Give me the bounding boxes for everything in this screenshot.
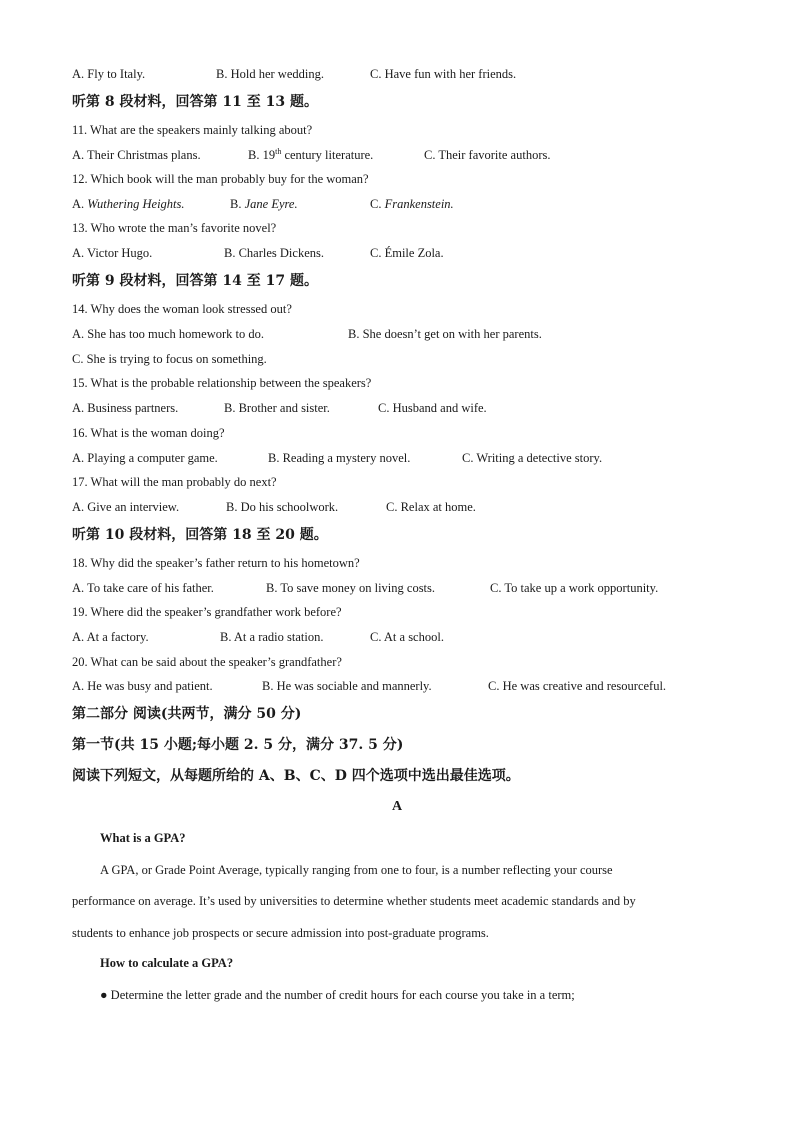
q15-option-b: B. Brother and sister. [224,401,330,415]
q18-option-c: C. To take up a work opportunity. [490,581,659,595]
q14-option-b: B. She doesn’t get on with her parents. [348,327,542,341]
q16-option-c: C. Writing a detective story. [462,451,603,465]
reading-instructions: 阅读下列短文，从每题所给的 A、B、C、D 四个选项中选出最佳选项。 [72,768,520,784]
q20-option-a: A. He was busy and patient. [72,679,213,693]
q19-stem: 19. Where did the speaker’s grandfather work before? [72,605,342,619]
heading-what-is-gpa: What is a GPA? [100,831,186,845]
q12-option-c [370,196,454,212]
q13-option-a: A. Victor Hugo. [72,246,153,260]
q12-option-c-title: Frankenstein. [384,197,454,211]
q12-option-b [230,196,298,212]
q11-option-b-suffix: century literature. [281,148,374,162]
q14-option-c: C. She is trying to focus on something. [72,352,267,366]
q12-option-c-prefix: C. [370,197,385,211]
q12-option-a-prefix: A. [72,197,88,211]
section9-header: 听第 9 段材料，回答第 14 至 17 题。 [72,273,318,289]
q12-option-b-prefix: B. [230,197,245,211]
q12-option-a-title: Wuthering Heights. [87,197,185,211]
q10-option-c: C. Have fun with her friends. [370,67,517,81]
para1-line2: performance on average. It’s used by universities to determine whether students meet academic standards and by [72,894,636,908]
q17-option-b: B. Do his schoolwork. [226,500,339,514]
bullet-item: ● Determine the letter grade and the number of credit hours for each course you take in a term; [100,988,575,1002]
q13-stem: 13. Who wrote the man’s favorite novel? [72,221,277,235]
q11-stem: 11. What are the speakers mainly talking about? [72,123,313,137]
q12-option-b-title: Jane Eyre. [244,197,298,211]
section8-header: 听第 8 段材料，回答第 11 至 13 题。 [72,94,318,110]
q14-stem: 14. Why does the woman look stressed out? [72,302,292,316]
para1-line1: A GPA, or Grade Point Average, typically ranging from one to four, is a number reflecting your course [100,863,613,877]
q15-option-c: C. Husband and wife. [378,401,487,415]
q18-option-a: A. To take care of his father. [72,581,214,595]
q10-option-a: A. Fly to Italy. [72,67,146,81]
q13-option-b: B. Charles Dickens. [224,246,324,260]
q11-option-b-sup: th [275,146,282,156]
q14-option-a: A. She has too much homework to do. [72,327,264,341]
q20-stem: 20. What can be said about the speaker’s grandfather? [72,655,342,669]
q11-option-c: C. Their favorite authors. [424,148,551,162]
heading-how-to-calculate: How to calculate a GPA? [100,956,234,970]
q15-option-a: A. Business partners. [72,401,179,415]
q18-option-b: B. To save money on living costs. [266,581,436,595]
q10-option-b: B. Hold her wedding. [216,67,324,81]
q16-option-b: B. Reading a mystery novel. [268,451,411,465]
q13-option-c: C. Émile Zola. [370,246,444,260]
q15-stem: 15. What is the probable relationship between the speakers? [72,376,372,390]
q17-stem: 17. What will the man probably do next? [72,475,277,489]
passage-letter: A [391,799,403,814]
q17-option-a: A. Give an interview. [72,500,180,514]
section1-header: 第一节(共 15 小题;每小题 2. 5 分，满分 37. 5 分) [72,737,404,753]
q18-stem: 18. Why did the speaker’s father return to his hometown? [72,556,360,570]
q19-option-c: C. At a school. [370,630,444,644]
q11-option-b [248,147,373,163]
q11-option-a: A. Their Christmas plans. [72,148,201,162]
q20-option-b: B. He was sociable and mannerly. [262,679,432,693]
q16-option-a: A. Playing a computer game. [72,451,218,465]
q20-option-c: C. He was creative and resourceful. [488,679,667,693]
q12-option-a [72,196,185,212]
part2-header: 第二部分 阅读(共两节，满分 50 分) [72,706,302,722]
section10-header: 听第 10 段材料，回答第 18 至 20 题。 [72,527,328,543]
q12-stem: 12. Which book will the man probably buy for the woman? [72,172,369,186]
q19-option-a: A. At a factory. [72,630,149,644]
q19-option-b: B. At a radio station. [220,630,324,644]
q17-option-c: C. Relax at home. [386,500,476,514]
q11-option-b-prefix: B. 19 [248,148,276,162]
para1-line3: students to enhance job prospects or secure admission into post-graduate programs. [72,926,489,940]
q16-stem: 16. What is the woman doing? [72,426,225,440]
